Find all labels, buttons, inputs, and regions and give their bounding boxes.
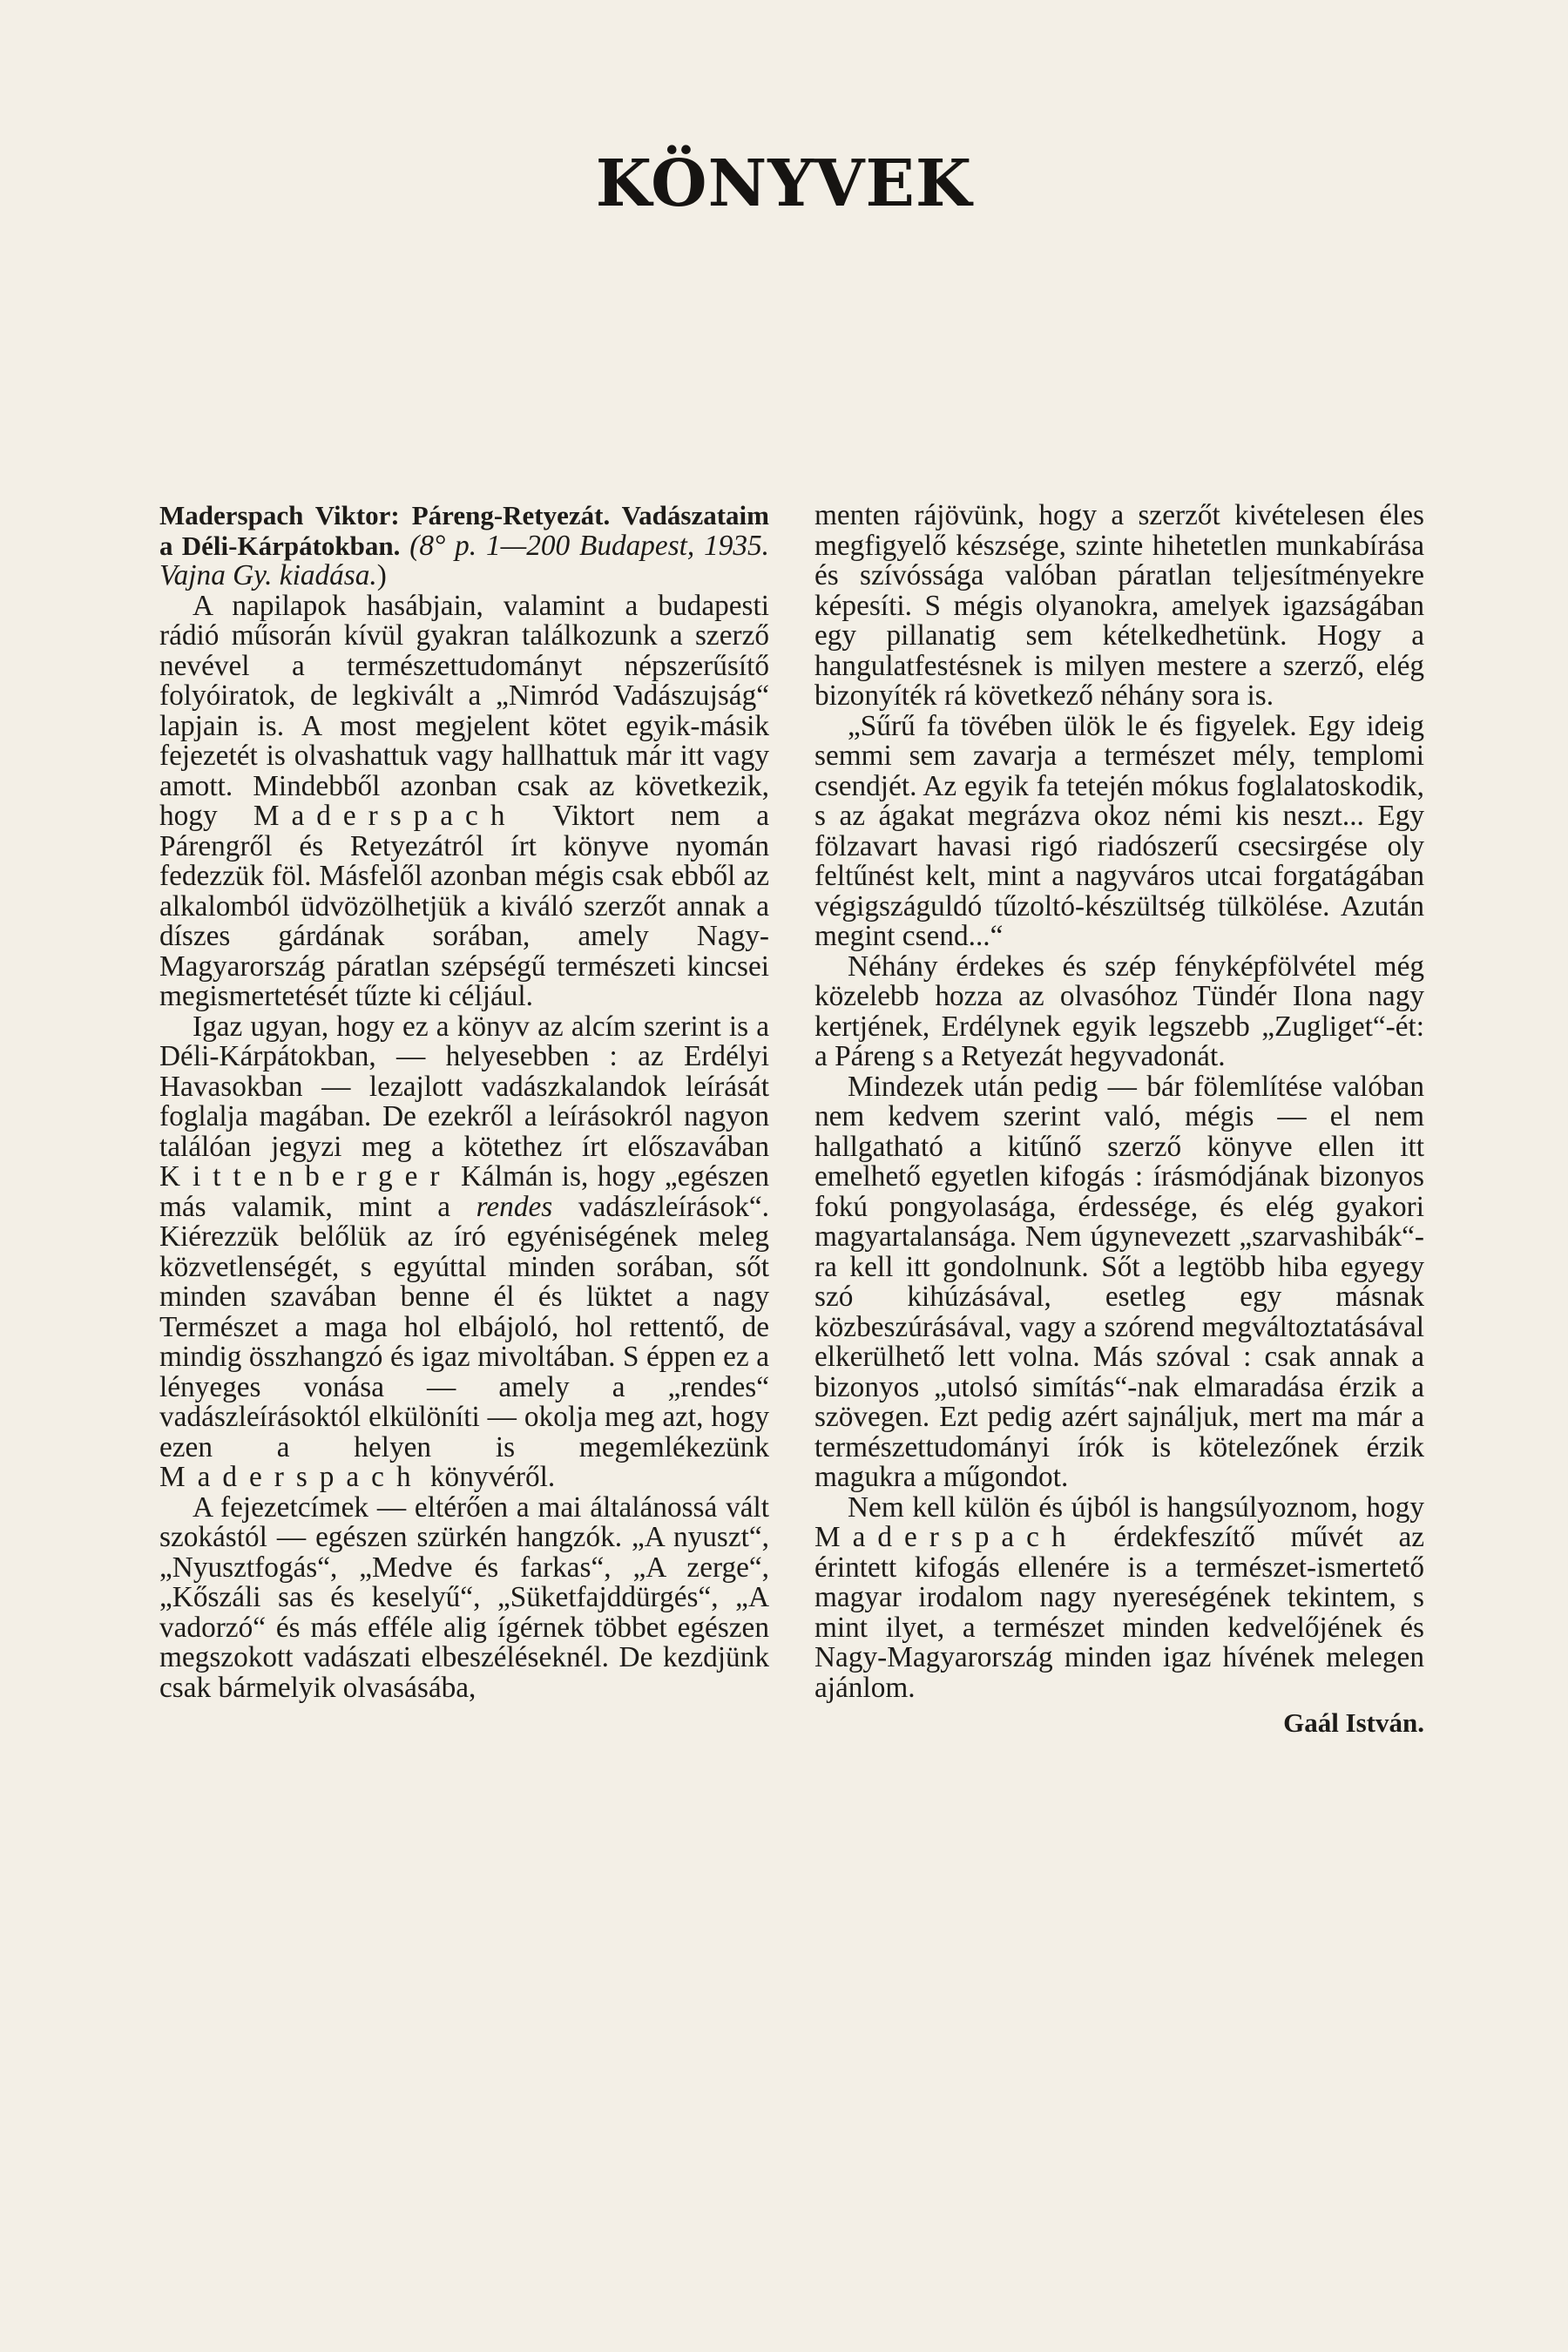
left-column: [159, 501, 769, 1703]
paragraph-8-part-b: érdekfeszítő művét az érintett kifogás ellenére is a természet-ismertető magyar irodalom nagy nyereségének tekintem, s mint ilyet, a természet minden kedvelőjének és Nagy-Magyarország minden igaz hívének melegen ajánlom.: [814, 1521, 1424, 1704]
paragraph-8-part-a: Nem kell külön és újból is hangsúlyoznom, hogy: [848, 1490, 1424, 1524]
paragraph-8: [814, 1490, 1424, 1704]
author-name-spaced-2: Maderspach: [159, 1461, 423, 1493]
book-publication-info: (8° p. 1—200 Budapest, 1935. Vajna Gy. kiadása.: [159, 529, 770, 591]
paragraph-3: A fejezetcímek — eltérően a mai általánossá vált szokástól — egészen szürkén hangzók. „A nyuszt“, „Nyusztfogás“, „Medve és farkas“, „A zerge“, „Kőszáli sas és keselyű“, „Süketfajddürgés“, „A vadorzó“ és más efféle alig ígérnek többet egészen megszokott vadászati elbeszéléseknél. De kezdjünk csak bármelyik olvasásába,: [159, 1490, 769, 1704]
paragraph-2-part-a: Igaz ugyan, hogy ez a könyv az alcím szerint is a Déli-Kárpátokban, — helyesebben : az Erdélyi Havasokban — lezajlott vadászkalandok leírását foglalja magában. De ezekről a leírásokról nagyon találóan jegyzi meg a kötethez írt előszavában: [159, 1010, 769, 1163]
paragraph-6: Néhány érdekes és szép fényképfölvétel még közelebb hozza az olvasóhoz Tündér Ilona nagy kertjének, Erdélynek egyik legszebb „Zugliget“-ét: a Páreng s a Retyezát hegyvadonát.: [814, 950, 1424, 1072]
bibliographic-entry: [159, 501, 769, 591]
book-publication-close: ): [376, 559, 387, 591]
right-column: [814, 501, 1424, 1739]
paragraph-1: [159, 591, 769, 1012]
paragraph-1-text: A napilapok hasábjain, valamint a budapesti rádió műsorán kívül gyakran találkozunk a szerző nevével a természettudományt népszerűsítő folyóiratok, de legkivált a „Nimród Vadászujság“ lapjain is. A most megjelent kötet egyik-másik fejezetét is olvashattuk vagy hallhattuk már itt vagy amott. Mindebből azonban csak az következik, hogy: [159, 589, 769, 832]
paragraph-7: Mindezek után pedig — bár fölemlítése valóban nem kedvem szerint való, mégis — el nem hallgatható a kitűnő szerző könyve ellen itt emelhető egyetlen kifogás : írásmódjának bizonyos fokú pongyolasága, érdessége, és elég gyakori magyartalansága. Nem úgynevezett „szarvashibák“-ra kell itt gondolnunk. Sőt a legtöbb hiba egyegy szó kihúzásával, esetleg egy másnak közbeszúrásával, vagy a szórend megváltoztatásával elkerülhető lett volna. Más szóval : csak annak a bizonyos „utolsó simítás“-nak elmaradása érzik a szövegen. Ezt pedig azért sajnáljuk, mert ma már a természettudományi írók is kötelezőnek érzik magukra a műgondot.: [814, 1070, 1424, 1493]
preface-author-spaced: Kittenberger: [159, 1160, 452, 1193]
author-name-spaced: Maderspach: [253, 800, 517, 832]
reviewer-signature: Gaál István.: [1283, 1707, 1424, 1738]
paragraph-2: [159, 1012, 769, 1493]
page-title: KÖNYVEK: [595, 146, 973, 221]
paragraph-2-part-c: vadászleírások“. Kiérezzük belőlük az író egyéniségének meleg közvetlenségét, s egyúttal minden sorában, sőt minden szavában benne él és lüktet a nagy Természet a maga hol elbájoló, hol rettentő, de mindig összhangzó és igaz mivoltában. S éppen ez a lényeges vonása — amely a „rendes“ vadászleírásoktól elkülöníti — okolja meg azt, hogy ezen a helyen is megemlékezünk: [159, 1190, 769, 1463]
author-name-spaced-3: Maderspach: [814, 1521, 1078, 1553]
paragraph-2-part-b: Kálmán is, hogy „egészen más valamik, mint a: [159, 1160, 769, 1223]
paragraph-2-part-d: könyvéről.: [429, 1461, 556, 1493]
paragraph-4: menten rájövünk, hogy a szerzőt kivételesen éles megfigyelő készsége, szinte hihetetlen munkabírása és szívóssága valóban páratlan teljesítményekre képesíti. S mégis olyanokra, amelyek igazságában egy pillanatig sem kételkedhetünk. Hogy a hangulatfestésnek is milyen mestere a szerző, elég bizonyíték rá következő néhány sora is.: [814, 499, 1424, 712]
paragraph-1-end: Viktort nem a Párengről és Retyezátról írt könyve nyomán fedezzük föl. Másfelől azonban mégis csak ebből az alkalomból üdvözölhetjük a kiváló szerzőt annak a díszes gárdának sorában, amely Nagy-Magyarország páratlan szépségű természeti kincsei megismertetését tűzte ki céljául.: [159, 800, 769, 1012]
book-author-title: Maderspach Viktor: Páreng-Retyezát. Vadászataim a Déli-Kárpátokban.: [159, 500, 769, 561]
quote-paragraph: „Sűrű fa tövében ülök le és figyelek. Egy ideig semmi sem zavarja a természet mély, templomi csendjét. Az egyik fa tetején mókus foglalatoskodik, s az ágakat megrázva okoz némi kis neszt... Egy fölzavart havasi rigó riadószerű csecsirgése oly feltűnést kelt, mint a nagyváros utcai forgatágában végigszáguldó tűzoltó-készültség tülkölése. Azután megint csend...“: [814, 709, 1424, 952]
word-rendes-italic: rendes: [476, 1190, 553, 1223]
